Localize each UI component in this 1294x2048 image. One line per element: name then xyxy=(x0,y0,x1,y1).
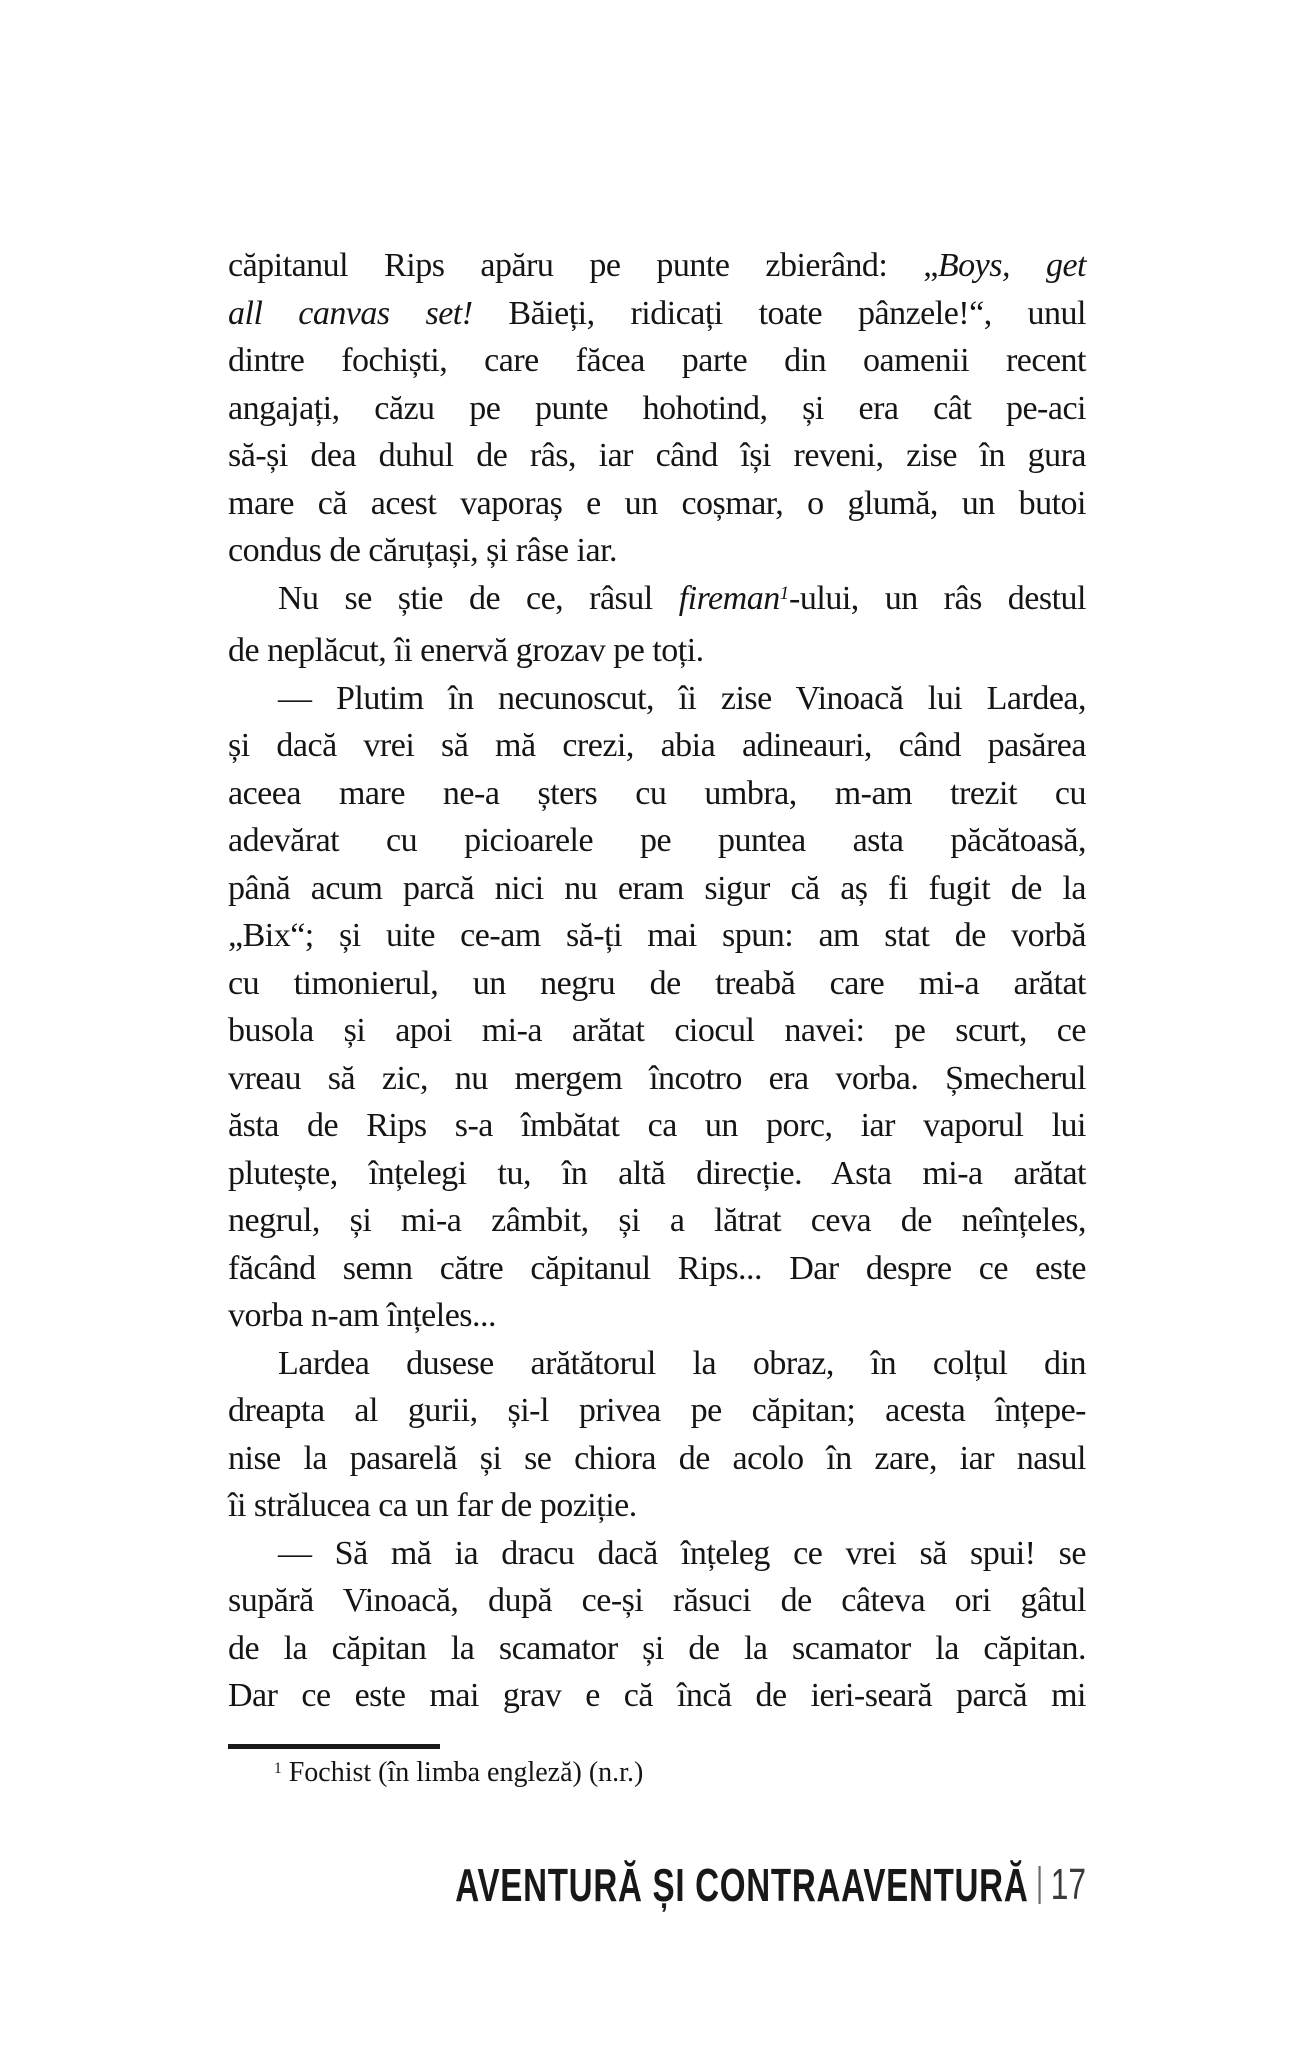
italic-text: all canvas set! xyxy=(228,294,473,332)
text-segment: „Bix“; și uite ce-am să-ți mai spun: am stat de vorbă xyxy=(228,917,1086,954)
paragraph xyxy=(228,242,1086,575)
text-line xyxy=(228,1055,1086,1103)
text-segment: condus de căruțași, și râse iar. xyxy=(228,532,618,569)
text-line xyxy=(228,865,1086,913)
text-line xyxy=(228,1625,1086,1673)
text-segment: de neplăcut, îi enervă grozav pe toți. xyxy=(228,632,704,669)
text-line xyxy=(228,912,1086,960)
text-segment: dintre fochiști, care făcea parte din oamenii recent xyxy=(228,342,1086,379)
text-segment: dreapta al gurii, și-l privea pe căpitan; acesta înțepe- xyxy=(228,1392,1086,1429)
superscript: 1 xyxy=(274,1760,282,1778)
text-line xyxy=(228,290,1086,338)
page-number: 17 xyxy=(1050,1860,1086,1909)
text-line xyxy=(228,432,1086,480)
text-segment: Băieți, ridicați toate pânzele!“, unul xyxy=(472,294,1086,332)
text-segment: mare că acest vaporaș e un coșmar, o glumă, un butoi xyxy=(228,484,1086,522)
text-segment: până acum parcă nici nu eram sigur că aș fi fugit de la xyxy=(228,869,1086,907)
text-segment: Dar ce este mai grav e că încă de ieri-seară parcă mi xyxy=(228,1677,1086,1714)
text-segment: busola și apoi mi-a arătat ciocul navei: pe scurt, ce xyxy=(228,1012,1086,1049)
text-segment: supără Vinoacă, după ce-și răsuci de câteva ori gâtul xyxy=(228,1582,1086,1619)
running-title: AVENTURĂ ȘI CONTRAAVENTURĂ xyxy=(455,1859,1029,1911)
text-segment: nise la pasarelă și se chiora de acolo în zare, iar nasul xyxy=(228,1439,1086,1477)
text-segment: cu timonierul, un negru de treabă care mi-a arătat xyxy=(228,964,1086,1002)
footer-separator xyxy=(1039,1866,1041,1904)
text-line xyxy=(228,1672,1086,1720)
text-line xyxy=(228,1435,1086,1483)
paragraph xyxy=(228,1340,1086,1530)
text-line xyxy=(228,1102,1086,1150)
text-line xyxy=(228,480,1086,528)
text-line xyxy=(228,675,1086,723)
text-segment: căpitanul Rips apăru pe punte zbierând: „ xyxy=(228,247,938,284)
text-line xyxy=(228,770,1086,818)
text-segment: îi strălucea ca un far de poziție. xyxy=(228,1487,637,1524)
text-line xyxy=(228,1245,1086,1293)
italic-text: Boys, get xyxy=(937,247,1086,284)
paragraph xyxy=(228,675,1086,1340)
text-line xyxy=(228,1387,1086,1435)
text-line xyxy=(228,242,1086,290)
text-segment: -ului, un râs destul xyxy=(789,579,1086,617)
text-segment: făcând semn către căpitanul Rips... Dar despre ce este xyxy=(228,1249,1086,1287)
text-segment: negrul, și mi-a zâmbit, și a lătrat ceva de neînțeles, xyxy=(228,1202,1086,1239)
text-segment: de la căpitan la scamator și de la scamator la căpitan. xyxy=(228,1629,1086,1667)
text-line xyxy=(228,575,1086,628)
text-segment: să-și dea duhul de râs, iar când își reveni, zise în gura xyxy=(228,437,1086,474)
footnote xyxy=(228,1756,1086,1794)
italic-text: fireman xyxy=(678,579,780,617)
text-segment: Fochist (în limba engleză) (n.r.) xyxy=(281,1757,644,1788)
superscript: 1 xyxy=(779,583,790,605)
text-segment: vorba n-am înțeles... xyxy=(228,1297,497,1334)
page-text xyxy=(228,242,1086,1720)
text-line xyxy=(228,337,1086,385)
text-line xyxy=(228,385,1086,433)
text-line xyxy=(228,1482,1086,1530)
text-segment: Nu se știe de ce, râsul xyxy=(278,579,679,617)
text-line xyxy=(228,817,1086,865)
text-line xyxy=(228,1577,1086,1625)
text-line xyxy=(228,1150,1086,1198)
text-segment: — Să mă ia dracu dacă înțeleg ce vrei să spui! se xyxy=(278,1534,1086,1572)
text-segment: aceea mare ne-a șters cu umbra, m-am trezit cu xyxy=(228,774,1086,812)
text-line xyxy=(228,1340,1086,1388)
text-line xyxy=(228,527,1086,575)
text-segment: adevărat cu picioarele pe puntea asta păcătoasă, xyxy=(228,822,1086,859)
text-line xyxy=(228,722,1086,770)
text-segment: și dacă vrei să mă crezi, abia adineauri, când pasărea xyxy=(228,727,1086,764)
text-segment: angajați, căzu pe punte hohotind, și era cât pe-aci xyxy=(228,389,1086,427)
text-line xyxy=(228,1530,1086,1578)
page-footer xyxy=(455,1859,1086,1911)
text-line xyxy=(228,627,1086,675)
text-segment: Lardea dusese arătătorul la obraz, în colțul din xyxy=(278,1344,1086,1382)
text-line xyxy=(228,1292,1086,1340)
text-line xyxy=(228,960,1086,1008)
text-segment: plutește, înțelegi tu, în altă direcție. Asta mi-a arătat xyxy=(228,1154,1086,1192)
paragraph xyxy=(228,1530,1086,1720)
paragraph xyxy=(228,575,1086,675)
text-segment: ăsta de Rips s-a îmbătat ca un porc, iar vaporul lui xyxy=(228,1107,1086,1144)
text-line xyxy=(228,1197,1086,1245)
text-segment: vreau să zic, nu mergem încotro era vorba. Șmecherul xyxy=(228,1059,1086,1097)
text-segment: — Plutim în necunoscut, îi zise Vinoacă lui Lardea, xyxy=(278,679,1086,717)
footnote-rule xyxy=(228,1744,440,1749)
text-line xyxy=(228,1007,1086,1055)
